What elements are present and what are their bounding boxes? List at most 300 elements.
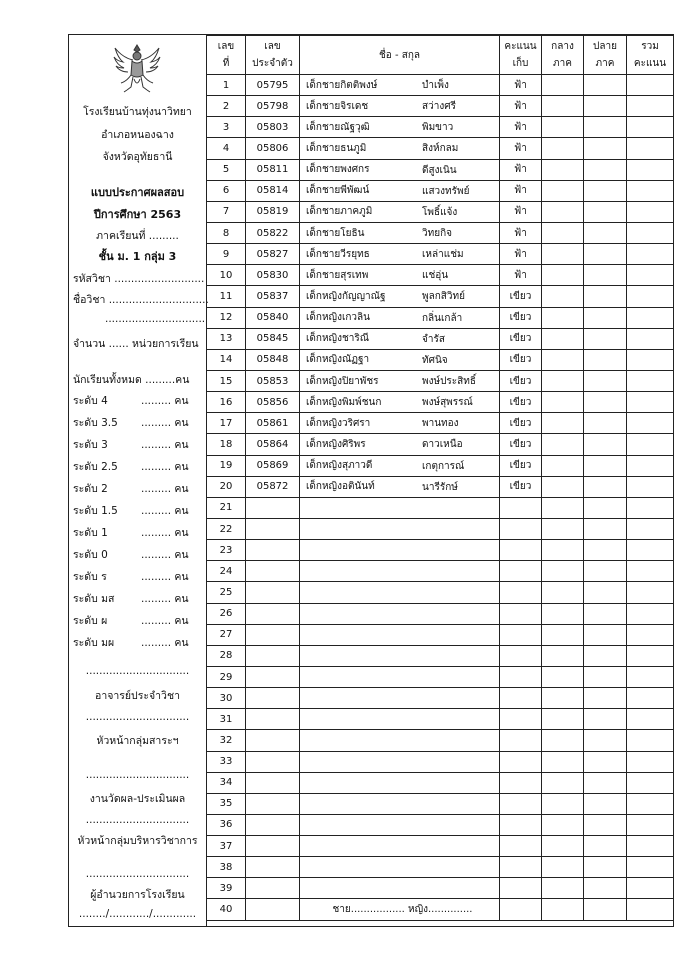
table-body bbox=[207, 75, 674, 921]
level-label: ระดับ ผ bbox=[73, 615, 108, 627]
last-name: บำเพ็ง bbox=[422, 80, 449, 91]
final-score bbox=[584, 709, 627, 730]
table-row bbox=[207, 75, 674, 96]
student-id bbox=[246, 582, 300, 603]
row-number: 12 bbox=[207, 307, 246, 328]
row-number: 33 bbox=[207, 751, 246, 772]
row-number: 24 bbox=[207, 561, 246, 582]
collected-score: ฟ้า bbox=[500, 117, 542, 138]
collected-score: เขียว bbox=[500, 476, 542, 497]
final-score bbox=[584, 392, 627, 413]
collected-score bbox=[500, 540, 542, 561]
student-name bbox=[300, 476, 500, 497]
student-name bbox=[300, 222, 500, 243]
last-name: โพธิ์แจ้ง bbox=[422, 206, 458, 218]
final-score bbox=[584, 138, 627, 159]
row-number: 18 bbox=[207, 434, 246, 455]
midterm-score bbox=[542, 138, 584, 159]
midterm-score bbox=[542, 814, 584, 835]
final-score bbox=[584, 793, 627, 814]
total-score bbox=[627, 370, 674, 391]
student-name bbox=[300, 286, 500, 307]
student-name bbox=[300, 159, 500, 180]
last-name: แช่อุ่น bbox=[422, 270, 449, 282]
student-id: 05830 bbox=[246, 265, 300, 286]
student-name bbox=[300, 666, 500, 687]
level-count: ......... คน bbox=[141, 417, 189, 429]
header-no: เลข ที่ bbox=[207, 36, 246, 75]
row-number: 13 bbox=[207, 328, 246, 349]
midterm-score bbox=[542, 265, 584, 286]
table-row bbox=[207, 497, 674, 518]
last-name: เหล่าแช่ม bbox=[422, 249, 464, 261]
final-score bbox=[584, 561, 627, 582]
student-id bbox=[246, 497, 300, 518]
total-score bbox=[627, 328, 674, 349]
collected-score: เขียว bbox=[500, 286, 542, 307]
student-id: 05837 bbox=[246, 286, 300, 307]
collected-score: เขียว bbox=[500, 370, 542, 391]
total-score bbox=[627, 688, 674, 709]
midterm-score bbox=[542, 201, 584, 222]
row-number: 1 bbox=[207, 75, 246, 96]
student-id: 05819 bbox=[246, 201, 300, 222]
signature-role: อาจารย์ประจำวิชา bbox=[95, 690, 180, 702]
collected-score bbox=[500, 688, 542, 709]
row-number: 22 bbox=[207, 518, 246, 539]
total-score bbox=[627, 518, 674, 539]
table-row bbox=[207, 645, 674, 666]
level-count: ......... คน bbox=[141, 549, 189, 561]
total-score bbox=[627, 201, 674, 222]
final-score bbox=[584, 413, 627, 434]
signature-line: ............................... bbox=[85, 814, 190, 826]
total-score bbox=[627, 666, 674, 687]
student-name bbox=[300, 265, 500, 286]
level-count: ......... คน bbox=[141, 439, 189, 451]
total-score bbox=[627, 159, 674, 180]
collected-score: เขียว bbox=[500, 455, 542, 476]
midterm-score bbox=[542, 645, 584, 666]
level-label: ระดับ 1 bbox=[73, 527, 108, 539]
student-id: 05869 bbox=[246, 455, 300, 476]
first-name: เด็กชายพงศกร bbox=[306, 164, 370, 176]
final-score bbox=[584, 603, 627, 624]
total-score bbox=[627, 878, 674, 899]
total-score bbox=[627, 751, 674, 772]
final-score bbox=[584, 666, 627, 687]
collected-score bbox=[500, 772, 542, 793]
first-name: เด็กชายธนภูมิ bbox=[306, 142, 367, 154]
signature-line: ............................... bbox=[85, 665, 190, 677]
student-name bbox=[300, 307, 500, 328]
student-id: 05803 bbox=[246, 117, 300, 138]
student-name bbox=[300, 96, 500, 117]
table-row bbox=[207, 244, 674, 265]
table-row bbox=[207, 772, 674, 793]
midterm-score bbox=[542, 730, 584, 751]
first-name: เด็กชายโยธิน bbox=[306, 227, 365, 239]
signature-line: ............................... bbox=[85, 868, 190, 880]
student-id bbox=[246, 730, 300, 751]
midterm-score bbox=[542, 476, 584, 497]
row-number: 35 bbox=[207, 793, 246, 814]
last-name: ดีสูงเนิน bbox=[422, 164, 457, 176]
collected-score bbox=[500, 666, 542, 687]
collected-score: ฟ้า bbox=[500, 265, 542, 286]
student-id: 05798 bbox=[246, 96, 300, 117]
table-row bbox=[207, 117, 674, 138]
collected-score: ฟ้า bbox=[500, 180, 542, 201]
header-name: ชื่อ - สกุล bbox=[300, 36, 500, 75]
first-name: เด็กชายวีรยุทธ bbox=[306, 248, 370, 260]
last-name: เกตุการณ์ bbox=[422, 460, 465, 472]
results-sheet bbox=[68, 34, 674, 927]
collected-score: ฟ้า bbox=[500, 138, 542, 159]
total-score bbox=[627, 624, 674, 645]
school-name: โรงเรียนบ้านทุ่งนาวิทยา bbox=[83, 106, 192, 118]
first-name: เด็กหญิงอตินันท์ bbox=[306, 481, 375, 493]
total-score bbox=[627, 307, 674, 328]
table-row bbox=[207, 751, 674, 772]
signature-role: งานวัดผล-ประเมินผล bbox=[89, 793, 186, 805]
collected-score: เขียว bbox=[500, 328, 542, 349]
student-id: 05856 bbox=[246, 392, 300, 413]
collected-score: ฟ้า bbox=[500, 244, 542, 265]
midterm-score bbox=[542, 540, 584, 561]
total-score bbox=[627, 603, 674, 624]
collected-score bbox=[500, 624, 542, 645]
first-name: เด็กหญิงกัญญาณัฐ bbox=[306, 290, 386, 302]
midterm-score bbox=[542, 222, 584, 243]
total-score bbox=[627, 96, 674, 117]
midterm-score bbox=[542, 117, 584, 138]
first-name: เด็กชายกิตติพงษ์ bbox=[306, 79, 378, 91]
student-id bbox=[246, 518, 300, 539]
student-id bbox=[246, 772, 300, 793]
student-id: 05864 bbox=[246, 434, 300, 455]
midterm-score bbox=[542, 582, 584, 603]
total-score bbox=[627, 455, 674, 476]
student-id: 05827 bbox=[246, 244, 300, 265]
midterm-score bbox=[542, 561, 584, 582]
header-collected-score: คะแนน เก็บ bbox=[500, 36, 542, 75]
score-table bbox=[206, 35, 674, 921]
table-row bbox=[207, 96, 674, 117]
student-id bbox=[246, 793, 300, 814]
signature-role: หัวหน้ากลุ่มสาระฯ bbox=[96, 735, 179, 747]
midterm-score bbox=[542, 180, 584, 201]
midterm-score bbox=[542, 75, 584, 96]
row-number: 14 bbox=[207, 349, 246, 370]
student-id bbox=[246, 878, 300, 899]
first-name: เด็กหญิงศิริพร bbox=[306, 438, 366, 450]
midterm-score bbox=[542, 836, 584, 857]
final-score bbox=[584, 222, 627, 243]
row-number: 8 bbox=[207, 222, 246, 243]
row-number: 37 bbox=[207, 836, 246, 857]
row-number: 25 bbox=[207, 582, 246, 603]
final-score bbox=[584, 645, 627, 666]
final-score bbox=[584, 307, 627, 328]
first-name: เด็กชายพีพัฒน์ bbox=[306, 185, 370, 197]
row-number: 4 bbox=[207, 138, 246, 159]
collected-score bbox=[500, 793, 542, 814]
level-count: ......... คน bbox=[141, 571, 189, 583]
collected-score bbox=[500, 836, 542, 857]
final-score bbox=[584, 899, 627, 920]
final-score bbox=[584, 688, 627, 709]
first-name: เด็กหญิงชาริณี bbox=[306, 333, 370, 345]
row-number: 29 bbox=[207, 666, 246, 687]
table-row bbox=[207, 793, 674, 814]
table-row bbox=[207, 709, 674, 730]
gender-count: ชาย................. หญิง.............. bbox=[300, 899, 500, 920]
total-score bbox=[627, 540, 674, 561]
signature-line: ............................... bbox=[85, 769, 190, 781]
midterm-score bbox=[542, 709, 584, 730]
table-row bbox=[207, 307, 674, 328]
last-name: ดาวเหนือ bbox=[422, 439, 463, 451]
student-id bbox=[246, 666, 300, 687]
table-row bbox=[207, 180, 674, 201]
midterm-score bbox=[542, 286, 584, 307]
midterm-score bbox=[542, 518, 584, 539]
table-row bbox=[207, 836, 674, 857]
header-midterm: กลาง ภาค bbox=[542, 36, 584, 75]
table-row bbox=[207, 392, 674, 413]
garuda-emblem-icon bbox=[112, 41, 162, 97]
midterm-score bbox=[542, 624, 584, 645]
student-id: 05814 bbox=[246, 180, 300, 201]
student-name bbox=[300, 180, 500, 201]
final-score bbox=[584, 455, 627, 476]
table-row bbox=[207, 624, 674, 645]
subject-name-field: ชื่อวิชา .............................. bbox=[73, 294, 209, 306]
final-score bbox=[584, 497, 627, 518]
table-row bbox=[207, 878, 674, 899]
total-score bbox=[627, 730, 674, 751]
student-name bbox=[300, 836, 500, 857]
collected-score bbox=[500, 645, 542, 666]
row-number: 6 bbox=[207, 180, 246, 201]
last-name: พงษ์สุพรรณ์ bbox=[422, 397, 473, 409]
total-score bbox=[627, 772, 674, 793]
total-score bbox=[627, 138, 674, 159]
midterm-score bbox=[542, 434, 584, 455]
row-number: 28 bbox=[207, 645, 246, 666]
total-score bbox=[627, 836, 674, 857]
level-count: ......... คน bbox=[141, 483, 189, 495]
student-name bbox=[300, 793, 500, 814]
total-score bbox=[627, 561, 674, 582]
row-number: 3 bbox=[207, 117, 246, 138]
row-number: 40 bbox=[207, 899, 246, 920]
row-number: 36 bbox=[207, 814, 246, 835]
total-score bbox=[627, 180, 674, 201]
table-row bbox=[207, 138, 674, 159]
total-score bbox=[627, 709, 674, 730]
level-label: ระดับ ร bbox=[73, 571, 107, 583]
level-count: ......... คน bbox=[141, 615, 189, 627]
final-score bbox=[584, 180, 627, 201]
last-name: พิมขาว bbox=[422, 122, 454, 134]
total-score bbox=[627, 392, 674, 413]
row-number: 20 bbox=[207, 476, 246, 497]
first-name: เด็กหญิงพิมพ์ชนก bbox=[306, 396, 382, 408]
row-number: 31 bbox=[207, 709, 246, 730]
subject-code-field: รหัสวิชา ........................... bbox=[73, 273, 205, 285]
table-row bbox=[207, 222, 674, 243]
signature-line: ............................... bbox=[85, 711, 190, 723]
row-number: 7 bbox=[207, 201, 246, 222]
school-district: อำเภอหนองฉาง bbox=[101, 129, 174, 141]
student-name bbox=[300, 561, 500, 582]
row-number: 5 bbox=[207, 159, 246, 180]
student-name bbox=[300, 857, 500, 878]
student-name bbox=[300, 349, 500, 370]
total-score bbox=[627, 413, 674, 434]
midterm-score bbox=[542, 751, 584, 772]
first-name: เด็กชายสุรเทพ bbox=[306, 269, 369, 281]
student-id bbox=[246, 857, 300, 878]
final-score bbox=[584, 201, 627, 222]
row-number: 10 bbox=[207, 265, 246, 286]
credits-field: จำนวน ...... หน่วยการเรียน bbox=[73, 338, 199, 350]
table-row bbox=[207, 561, 674, 582]
student-name bbox=[300, 603, 500, 624]
total-score bbox=[627, 857, 674, 878]
table-row bbox=[207, 857, 674, 878]
student-name bbox=[300, 328, 500, 349]
student-name bbox=[300, 497, 500, 518]
midterm-score bbox=[542, 455, 584, 476]
row-number: 38 bbox=[207, 857, 246, 878]
midterm-score bbox=[542, 413, 584, 434]
left-info-panel bbox=[69, 35, 207, 926]
final-score bbox=[584, 730, 627, 751]
table-row bbox=[207, 370, 674, 391]
student-id bbox=[246, 540, 300, 561]
total-score bbox=[627, 222, 674, 243]
collected-score: ฟ้า bbox=[500, 159, 542, 180]
level-label: ระดับ 4 bbox=[73, 395, 108, 407]
row-number: 9 bbox=[207, 244, 246, 265]
total-score bbox=[627, 497, 674, 518]
table-row bbox=[207, 413, 674, 434]
form-title: แบบประกาศผลสอบ bbox=[90, 186, 185, 199]
student-name bbox=[300, 540, 500, 561]
collected-score bbox=[500, 899, 542, 920]
collected-score: เขียว bbox=[500, 392, 542, 413]
student-name bbox=[300, 413, 500, 434]
student-id bbox=[246, 709, 300, 730]
final-score bbox=[584, 772, 627, 793]
final-score bbox=[584, 857, 627, 878]
table-row bbox=[207, 434, 674, 455]
student-id: 05806 bbox=[246, 138, 300, 159]
table-row bbox=[207, 159, 674, 180]
student-name bbox=[300, 201, 500, 222]
student-name bbox=[300, 582, 500, 603]
final-score bbox=[584, 159, 627, 180]
collected-score bbox=[500, 730, 542, 751]
final-score bbox=[584, 518, 627, 539]
student-id: 05822 bbox=[246, 222, 300, 243]
total-score bbox=[627, 434, 674, 455]
first-name: เด็กชายจิรเดช bbox=[306, 100, 369, 112]
date-line: ......../............/............. bbox=[78, 908, 197, 920]
total-score bbox=[627, 582, 674, 603]
table-row bbox=[207, 328, 674, 349]
header-total: รวม คะแนน bbox=[627, 36, 674, 75]
midterm-score bbox=[542, 497, 584, 518]
total-score bbox=[627, 645, 674, 666]
last-name: พงษ์ประสิทธิ์ bbox=[422, 375, 476, 387]
final-score bbox=[584, 244, 627, 265]
last-name: ทัศนิจ bbox=[422, 354, 448, 366]
row-number: 39 bbox=[207, 878, 246, 899]
level-label: ระดับ 1.5 bbox=[73, 505, 118, 517]
final-score bbox=[584, 751, 627, 772]
final-score bbox=[584, 286, 627, 307]
final-score bbox=[584, 540, 627, 561]
collected-score: ฟ้า bbox=[500, 222, 542, 243]
row-number: 19 bbox=[207, 455, 246, 476]
student-id: 05872 bbox=[246, 476, 300, 497]
total-score bbox=[627, 349, 674, 370]
last-name: จำรัส bbox=[422, 333, 445, 345]
school-province: จังหวัดอุทัยธานี bbox=[102, 151, 173, 163]
student-name bbox=[300, 392, 500, 413]
table-header-row bbox=[207, 36, 674, 75]
table-row bbox=[207, 582, 674, 603]
signature-role: ผู้อำนวยการโรงเรียน bbox=[90, 889, 185, 901]
student-id bbox=[246, 645, 300, 666]
final-score bbox=[584, 582, 627, 603]
final-score bbox=[584, 476, 627, 497]
final-score bbox=[584, 370, 627, 391]
student-id: 05795 bbox=[246, 75, 300, 96]
total-score bbox=[627, 244, 674, 265]
collected-score: ฟ้า bbox=[500, 75, 542, 96]
semester-field: ภาคเรียนที่ ......... bbox=[96, 230, 179, 242]
level-label: ระดับ 3 bbox=[73, 439, 108, 451]
level-count: ......... คน bbox=[141, 461, 189, 473]
student-name bbox=[300, 751, 500, 772]
collected-score bbox=[500, 582, 542, 603]
table-row bbox=[207, 540, 674, 561]
total-score bbox=[627, 899, 674, 920]
header-student-id: เลข ประจำตัว bbox=[246, 36, 300, 75]
student-id: 05853 bbox=[246, 370, 300, 391]
collected-score bbox=[500, 751, 542, 772]
table-row bbox=[207, 476, 674, 497]
collected-score: เขียว bbox=[500, 434, 542, 455]
collected-score bbox=[500, 709, 542, 730]
collected-score bbox=[500, 878, 542, 899]
collected-score: เขียว bbox=[500, 413, 542, 434]
table-row bbox=[207, 455, 674, 476]
row-number: 15 bbox=[207, 370, 246, 391]
last-name: สว่างศรี bbox=[422, 101, 456, 113]
student-id bbox=[246, 561, 300, 582]
collected-score bbox=[500, 561, 542, 582]
class-label: ชั้น ม. 1 กลุ่ม 3 bbox=[98, 250, 177, 263]
midterm-score bbox=[542, 772, 584, 793]
student-id: 05811 bbox=[246, 159, 300, 180]
collected-score: ฟ้า bbox=[500, 201, 542, 222]
